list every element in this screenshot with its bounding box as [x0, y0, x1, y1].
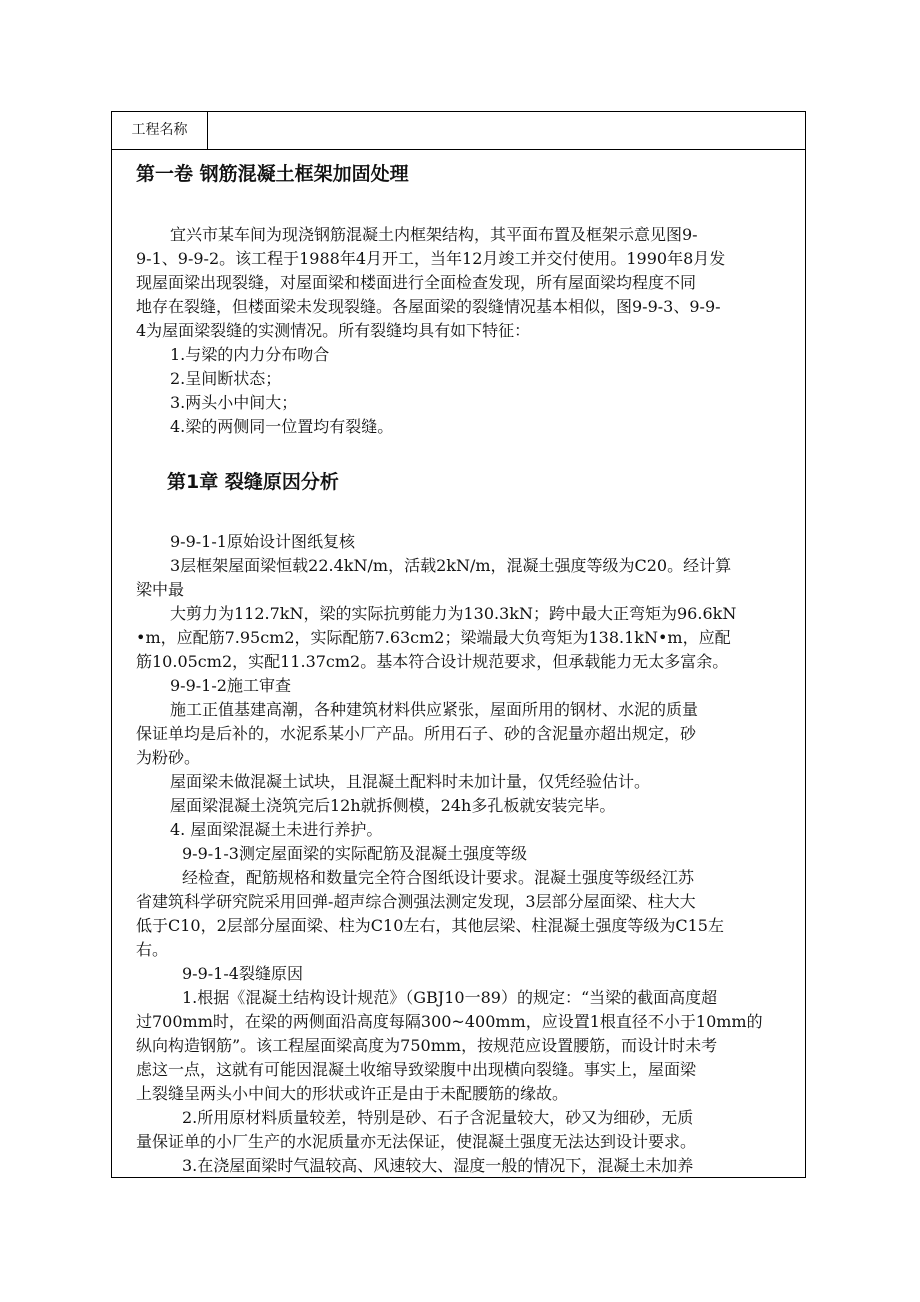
document-frame [111, 111, 806, 1178]
body-line: 省建筑科学研究院采用回弹-超声综合测强法测定发现，3层部分屋面梁、柱大大 [136, 892, 696, 911]
intro-line: 地存在裂缝，但楼面梁未发现裂缝。各屋面梁的裂缝情况基本相似，图9-9-3、9-9- [136, 297, 721, 316]
intro-line: 宜兴市某车间为现浇钢筋混凝土内框架结构，其平面布置及框架示意见图9- [170, 225, 698, 244]
body-line: 虑这一点，这就有可能因混凝土收缩导致梁腹中出现横向裂缝。事实上，屋面梁 [136, 1060, 697, 1079]
volume-title: 第一卷 钢筋混凝土框架加固处理 [136, 163, 409, 185]
intro-line: 4为屋面梁裂缝的实测情况。所有裂缝均具有如下特征： [136, 321, 531, 340]
body-line: 上裂缝呈两头小中间大的形状或许正是由于未配腰筋的缘故。 [136, 1084, 569, 1103]
body-line: 量保证单的小厂生产的水泥质量亦无法保证，使混凝土强度无法达到设计要求。 [136, 1132, 697, 1151]
body-line: 过700mm时，在梁的两侧面沿高度每隔300~400mm，应设置1根直径不小于10mm的 [136, 1012, 763, 1031]
body-line: 1.根据《混凝土结构设计规范》（GBJ10一89）的规定：“当梁的截面高度超 [182, 988, 718, 1007]
feature-item: 3.两头小中间大； [170, 393, 298, 412]
body-line: 保证单均是后补的，水泥系某小厂产品。所用石子、砂的含泥量亦超出规定，砂 [136, 724, 697, 743]
body-line: 3.在浇屋面梁时气温较高、风速较大、湿度一般的情况下，混凝土未加养 [182, 1156, 694, 1175]
project-name-label: 工程名称 [112, 112, 208, 149]
feature-item: 2.呈间断状态； [170, 369, 282, 388]
body-line: 低于C10，2层部分屋面梁、柱为C10左右，其他层梁、柱混凝土强度等级为C15左 [136, 916, 724, 935]
body-line: 3层框架屋面梁恒载22.4kN/m，活载2kN/m，混凝土强度等级为C20。经计算 [170, 556, 732, 575]
intro-line: 9-1、9-9-2。该工程于1988年4月开工，当年12月竣工并交付使用。1990年8月发 [136, 249, 726, 268]
body-line: 9-9-1-4裂缝原因 [182, 964, 303, 983]
body-line: 4. 屋面梁混凝土未进行养护。 [170, 820, 383, 839]
body-line: 筋10.05cm2，实配11.37cm2。基本符合设计规范要求，但承载能力无太多富余。 [136, 652, 729, 671]
body-line: •m，应配筋7.95cm2，实际配筋7.63cm2；梁端最大负弯矩为138.1kN•m，应配 [136, 628, 731, 647]
header-row [112, 112, 805, 150]
body-line: 9-9-1-3测定屋面梁的实际配筋及混凝土强度等级 [182, 844, 527, 863]
body-line: 屋面梁未做混凝土试块，且混凝土配料时未加计量，仅凭经验估计。 [170, 772, 651, 791]
feature-item: 1.与梁的内力分布吻合 [170, 345, 330, 364]
body-line: 右。 [136, 940, 169, 959]
body-line: 为粉砂。 [136, 748, 201, 767]
body-line: 梁中最 [136, 580, 185, 599]
intro-line: 现屋面梁出现裂缝，对屋面梁和楼面进行全面检查发现，所有屋面梁均程度不同 [136, 273, 697, 292]
body-line: 2.所用原材料质量较差，特别是砂、石子含泥量较大，砂又为细砂，无质 [182, 1108, 694, 1127]
body-line: 9-9-1-1原始设计图纸复核 [170, 532, 355, 551]
chapter-title: 第1章 裂缝原因分析 [167, 471, 339, 493]
feature-item: 4.梁的两侧同一位置均有裂缝。 [170, 417, 394, 436]
body-line: 施工正值基建高潮，各种建筑材料供应紧张，屋面所用的钢材、水泥的质量 [170, 700, 699, 719]
body-line: 9-9-1-2施工审查 [170, 676, 291, 695]
body-line: 纵向构造钢筋”。该工程屋面梁高度为750mm，按规范应设置腰筋，而设计时未考 [136, 1036, 718, 1055]
body-line: 屋面梁混凝土浇筑完后12h就拆侧模，24h多孔板就安装完毕。 [170, 796, 616, 815]
body-line: 大剪力为112.7kN，梁的实际抗剪能力为130.3kN；跨中最大正弯矩为96.6kN [170, 604, 737, 623]
body-line: 经检查，配筋规格和数量完全符合图纸设计要求。混凝土强度等级经江苏 [182, 868, 695, 887]
